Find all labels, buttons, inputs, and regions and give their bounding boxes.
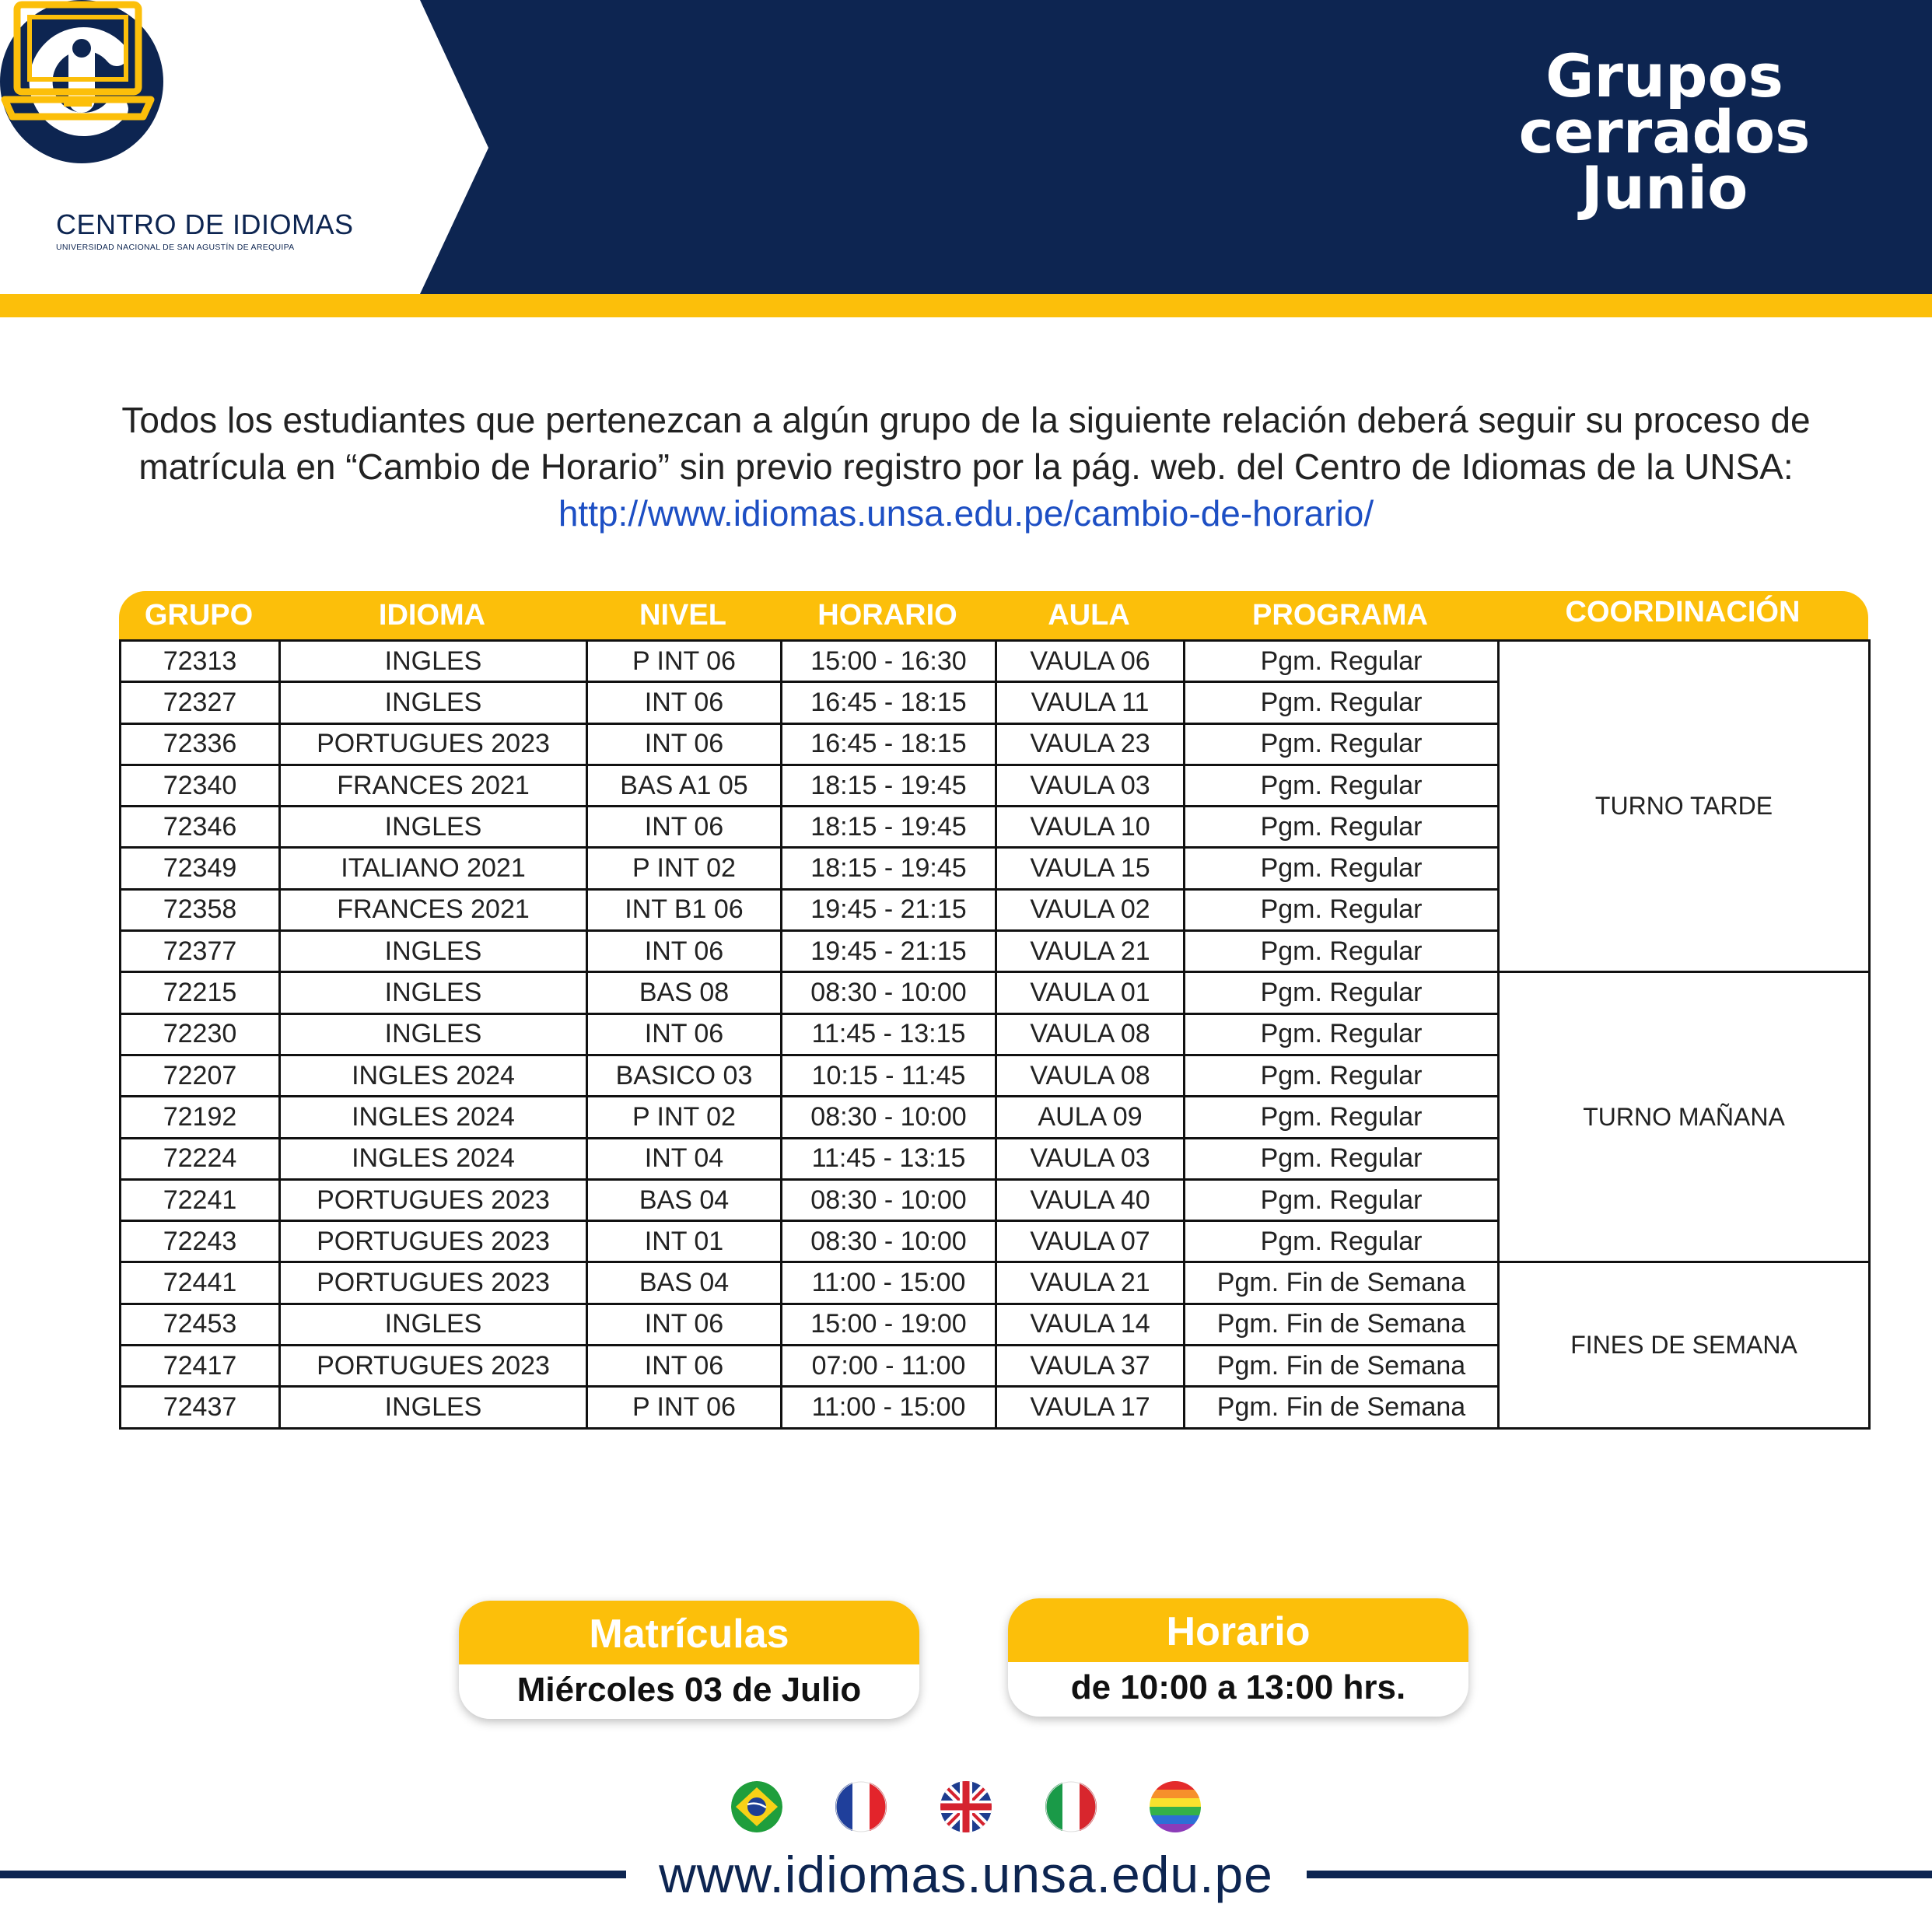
intro-paragraph [93, 397, 1839, 537]
horario-cell: 18:15 - 19:45 [782, 848, 996, 889]
horario-cell: 11:00 - 15:00 [782, 1262, 996, 1304]
programa-cell: Pgm. Regular [1185, 682, 1499, 723]
programa-cell: Pgm. Regular [1185, 1221, 1499, 1262]
nivel-cell: BAS 08 [587, 972, 782, 1013]
nivel-cell: INT B1 06 [587, 889, 782, 930]
aula-cell: VAULA 06 [996, 641, 1185, 682]
programa-cell: Pgm. Regular [1185, 1013, 1499, 1055]
header-title-line1: Grupos [1545, 41, 1783, 110]
grupo-cell: 72349 [121, 848, 280, 889]
idioma-cell: FRANCES 2021 [280, 889, 587, 930]
nivel-cell: INT 04 [587, 1138, 782, 1179]
idioma-cell: PORTUGUES 2023 [280, 723, 587, 765]
idioma-cell: INGLES 2024 [280, 1138, 587, 1179]
programa-cell: Pgm. Regular [1185, 641, 1499, 682]
grupo-cell: 72441 [121, 1262, 280, 1304]
nivel-cell: INT 06 [587, 807, 782, 848]
grupo-cell: 72336 [121, 723, 280, 765]
table-header [119, 591, 1868, 639]
horario-title: Horario [1008, 1598, 1468, 1662]
idioma-cell: INGLES [280, 931, 587, 972]
table-row [121, 972, 1870, 1013]
groups-table [119, 639, 1871, 1430]
aula-cell: VAULA 17 [996, 1387, 1185, 1428]
logo-text [56, 208, 354, 252]
horario-cell: 11:00 - 15:00 [782, 1387, 996, 1428]
nivel-cell: P INT 06 [587, 1387, 782, 1428]
aula-cell: VAULA 21 [996, 1262, 1185, 1304]
aula-cell: VAULA 21 [996, 931, 1185, 972]
column-header-horario: HORARIO [817, 599, 957, 632]
grupo-cell: 72230 [121, 1013, 280, 1055]
nivel-cell: INT 06 [587, 1013, 782, 1055]
horario-cell: 16:45 - 18:15 [782, 723, 996, 765]
uk-flag-icon [940, 1781, 992, 1832]
column-header-aula: AULA [1048, 599, 1130, 632]
horario-cell: 16:45 - 18:15 [782, 682, 996, 723]
programa-cell: Pgm. Regular [1185, 931, 1499, 972]
matriculas-date: Miércoles 03 de Julio [516, 1671, 862, 1709]
grupo-cell: 72241 [121, 1179, 280, 1220]
aula-cell: VAULA 10 [996, 807, 1185, 848]
grupo-cell: 72417 [121, 1346, 280, 1387]
programa-cell: Pgm. Fin de Semana [1185, 1262, 1499, 1304]
idioma-cell: FRANCES 2021 [280, 765, 587, 806]
nivel-cell: BAS A1 05 [587, 765, 782, 806]
header-title [1478, 41, 1851, 222]
idioma-cell: INGLES [280, 1013, 587, 1055]
programa-cell: Pgm. Regular [1185, 972, 1499, 1013]
aula-cell: VAULA 03 [996, 765, 1185, 806]
programa-cell: Pgm. Regular [1185, 1138, 1499, 1179]
nivel-cell: INT 06 [587, 682, 782, 723]
aula-cell: VAULA 01 [996, 972, 1185, 1013]
programa-cell: Pgm. Regular [1185, 1179, 1499, 1220]
nivel-cell: INT 06 [587, 1346, 782, 1387]
logo-title: CENTRO DE IDIOMAS [56, 208, 354, 240]
matriculas-card [459, 1601, 919, 1719]
horario-cell: 19:45 - 21:15 [782, 889, 996, 930]
horario-cell: 15:00 - 16:30 [782, 641, 996, 682]
programa-cell: Pgm. Regular [1185, 765, 1499, 806]
programa-cell: Pgm. Regular [1185, 807, 1499, 848]
grupo-cell: 72207 [121, 1055, 280, 1096]
france-flag-icon [835, 1781, 887, 1832]
nivel-cell: BASICO 03 [587, 1055, 782, 1096]
grupo-cell: 72192 [121, 1097, 280, 1138]
footer-line-right [1307, 1871, 1932, 1878]
idioma-cell: INGLES [280, 682, 587, 723]
horario-card [1008, 1598, 1468, 1717]
table-row [121, 641, 1870, 682]
coordinacion-cell: TURNO MAÑANA [1499, 972, 1870, 1262]
column-header-coordinacion: COORDINACIÓN [1565, 596, 1801, 628]
grupo-cell: 72224 [121, 1138, 280, 1179]
footer-line-left [0, 1871, 626, 1878]
italy-flag-icon [1045, 1781, 1097, 1832]
nivel-cell: INT 06 [587, 723, 782, 765]
horario-cell: 11:45 - 13:15 [782, 1138, 996, 1179]
aula-cell: VAULA 15 [996, 848, 1185, 889]
idioma-cell: INGLES [280, 1304, 587, 1345]
grupo-cell: 72358 [121, 889, 280, 930]
nivel-cell: BAS 04 [587, 1262, 782, 1304]
aula-cell: VAULA 11 [996, 682, 1185, 723]
table-row [121, 1262, 1870, 1304]
aula-cell: VAULA 08 [996, 1055, 1185, 1096]
programa-cell: Pgm. Regular [1185, 889, 1499, 930]
grupo-cell: 72243 [121, 1221, 280, 1262]
nivel-cell: BAS 04 [587, 1179, 782, 1220]
horario-cell: 11:45 - 13:15 [782, 1013, 996, 1055]
aula-cell: AULA 09 [996, 1097, 1185, 1138]
grupo-cell: 72377 [121, 931, 280, 972]
matriculas-title: Matrículas [459, 1601, 919, 1664]
horario-cell: 18:15 - 19:45 [782, 807, 996, 848]
horario-cell: 08:30 - 10:00 [782, 1097, 996, 1138]
language-flags [0, 1781, 1932, 1843]
grupo-cell: 72340 [121, 765, 280, 806]
grupo-cell: 72215 [121, 972, 280, 1013]
horario-cell: 15:00 - 19:00 [782, 1304, 996, 1345]
horario-cell: 07:00 - 11:00 [782, 1346, 996, 1387]
aula-cell: VAULA 02 [996, 889, 1185, 930]
idioma-cell: ITALIANO 2021 [280, 848, 587, 889]
header-title-line2: cerrados [1518, 97, 1811, 166]
programa-cell: Pgm. Fin de Semana [1185, 1387, 1499, 1428]
idioma-cell: INGLES [280, 641, 587, 682]
footer-website-link[interactable]: www.idiomas.unsa.edu.pe [659, 1846, 1273, 1903]
rainbow-flag-icon [1150, 1781, 1201, 1832]
programa-cell: Pgm. Regular [1185, 848, 1499, 889]
idioma-cell: INGLES 2024 [280, 1055, 587, 1096]
horario-cell: 19:45 - 21:15 [782, 931, 996, 972]
horario-hours: de 10:00 a 13:00 hrs. [1070, 1668, 1406, 1706]
idioma-cell: PORTUGUES 2023 [280, 1179, 587, 1220]
horario-cell: 08:30 - 10:00 [782, 972, 996, 1013]
nivel-cell: P INT 06 [587, 641, 782, 682]
idioma-cell: INGLES [280, 807, 587, 848]
horario-cell: 10:15 - 11:45 [782, 1055, 996, 1096]
idioma-cell: PORTUGUES 2023 [280, 1346, 587, 1387]
grupo-cell: 72437 [121, 1387, 280, 1428]
programa-cell: Pgm. Regular [1185, 1097, 1499, 1138]
column-header-programa: PROGRAMA [1252, 599, 1428, 632]
column-header-grupo: GRUPO [144, 599, 254, 632]
aula-cell: VAULA 23 [996, 723, 1185, 765]
coordinacion-cell: FINES DE SEMANA [1499, 1262, 1870, 1428]
horario-cell: 08:30 - 10:00 [782, 1179, 996, 1220]
programa-cell: Pgm. Regular [1185, 723, 1499, 765]
aula-cell: VAULA 08 [996, 1013, 1185, 1055]
horario-cell: 08:30 - 10:00 [782, 1221, 996, 1262]
aula-cell: VAULA 40 [996, 1179, 1185, 1220]
programa-cell: Pgm. Regular [1185, 1055, 1499, 1096]
aula-cell: VAULA 37 [996, 1346, 1185, 1387]
laptop-icon [0, 0, 156, 123]
brazil-flag-icon [731, 1781, 782, 1832]
nivel-cell: INT 01 [587, 1221, 782, 1262]
idioma-cell: INGLES [280, 1387, 587, 1428]
aula-cell: VAULA 07 [996, 1221, 1185, 1262]
aula-cell: VAULA 03 [996, 1138, 1185, 1179]
nivel-cell: INT 06 [587, 1304, 782, 1345]
column-header-idioma: IDIOMA [378, 599, 486, 632]
logo-subtitle: UNIVERSIDAD NACIONAL DE SAN AGUSTÍN DE AREQUIPA [56, 243, 295, 252]
grupo-cell: 72327 [121, 682, 280, 723]
idioma-cell: INGLES [280, 972, 587, 1013]
grupo-cell: 72346 [121, 807, 280, 848]
programa-cell: Pgm. Fin de Semana [1185, 1304, 1499, 1345]
grupo-cell: 72453 [121, 1304, 280, 1345]
cambio-horario-link[interactable]: http://www.idiomas.unsa.edu.pe/cambio-de-horario/ [558, 493, 1374, 534]
aula-cell: VAULA 14 [996, 1304, 1185, 1345]
header-title-line3: Junio [1580, 153, 1748, 222]
header-banner [0, 0, 1932, 317]
horario-cell: 18:15 - 19:45 [782, 765, 996, 806]
idioma-cell: INGLES 2024 [280, 1097, 587, 1138]
grupo-cell: 72313 [121, 641, 280, 682]
intro-text: Todos los estudiantes que pertenezcan a algún grupo de la siguiente relación deberá seguir su proceso de matrícula en “Cambio de Horario” sin previo registro por la pág. web. del Centro de Idiomas de la UNSA: [121, 400, 1811, 487]
column-header-nivel: NIVEL [639, 599, 726, 632]
nivel-cell: P INT 02 [587, 848, 782, 889]
nivel-cell: P INT 02 [587, 1097, 782, 1138]
idioma-cell: PORTUGUES 2023 [280, 1221, 587, 1262]
idioma-cell: PORTUGUES 2023 [280, 1262, 587, 1304]
nivel-cell: INT 06 [587, 931, 782, 972]
programa-cell: Pgm. Fin de Semana [1185, 1346, 1499, 1387]
coordinacion-cell: TURNO TARDE [1499, 641, 1870, 972]
groups-table-body [121, 641, 1870, 1429]
